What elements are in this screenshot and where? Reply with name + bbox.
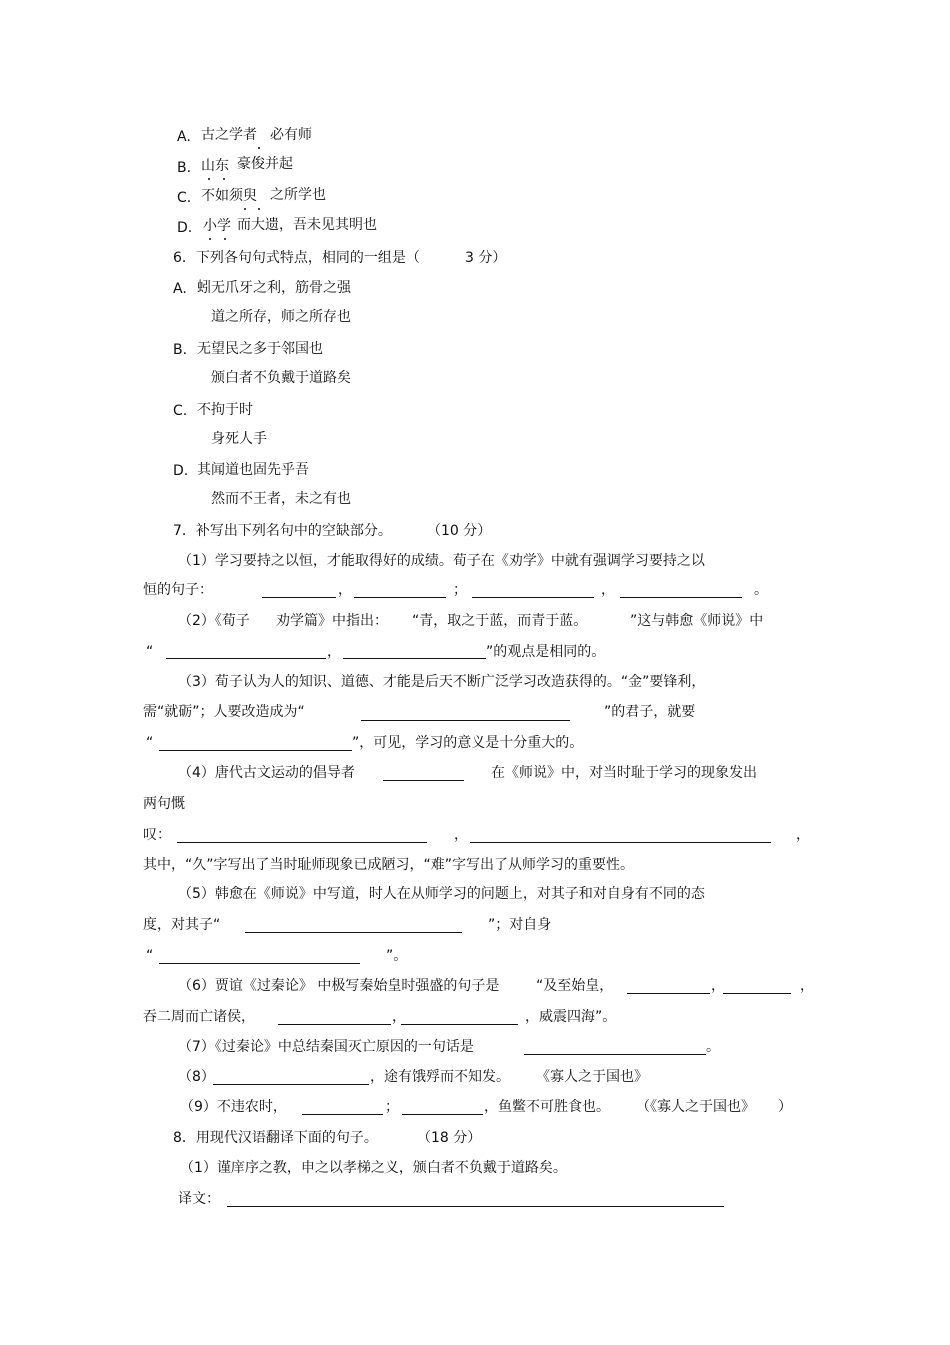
question-stem: 8．用现代汉语翻译下面的句子。: [173, 1130, 378, 1146]
quote-mark: “: [146, 644, 154, 660]
item-text: 恒的句子：: [143, 582, 213, 598]
answer-blank[interactable]: [472, 597, 594, 598]
quote-mark: “: [146, 948, 154, 964]
item-text: （5）韩愈在《师说》中写道，时人在从师学习的问题上，对其子和对自身有不同的态: [178, 886, 705, 902]
question-score: 3 分）: [465, 250, 507, 266]
answer-blank[interactable]: [278, 1024, 391, 1025]
answer-blank[interactable]: [383, 780, 464, 781]
answer-blank[interactable]: [401, 1024, 518, 1025]
quote-mark: “: [146, 735, 154, 751]
item-text: （6）贾谊《过秦论》 中极写秦始皇时强盛的句子是: [178, 978, 500, 994]
item-text: ”；对自身: [488, 917, 552, 933]
option-label: B.: [177, 160, 192, 176]
punct: ；: [453, 582, 467, 598]
option-label: A.: [173, 281, 187, 297]
question-stem: 6．下列各句句式特点，相同的一组是（: [173, 250, 420, 266]
option-text: 之所学也: [270, 187, 326, 203]
item-text: 《寡人之于国也》: [536, 1069, 648, 1085]
answer-blank[interactable]: [627, 993, 710, 994]
item-text: ，威震四海”。: [525, 1009, 617, 1025]
answer-blank[interactable]: [245, 932, 462, 933]
item-text: （1）学习要持之以恒，才能取得好的成绩。荀子在《劝学》中就有强调学习要持之以: [178, 553, 705, 569]
option-text: 无望民之多于邻国也: [197, 341, 323, 357]
punct: 。: [706, 1039, 720, 1055]
answer-blank[interactable]: [620, 597, 742, 598]
option-text: 蚓无爪牙之利，筋骨之强: [197, 280, 351, 296]
option-text: 然而不王者，未之有也: [211, 491, 351, 507]
answer-blank[interactable]: [361, 720, 570, 721]
answer-blank[interactable]: [159, 963, 360, 964]
option-text: 小学: [203, 218, 231, 234]
option-text: 身死人手: [211, 431, 267, 447]
punct: ，: [601, 582, 615, 598]
item-text: （1）谨庠序之教，申之以孝梯之义，颁白者不负戴于道路矣。: [180, 1160, 567, 1176]
answer-blank[interactable]: [166, 658, 326, 659]
item-text: 吞二周而亡诸侯，: [143, 1009, 255, 1025]
option-label: D.: [173, 463, 189, 479]
answer-blank[interactable]: [159, 750, 352, 751]
option-text: 山东: [201, 158, 229, 174]
option-label: C.: [177, 190, 192, 206]
answer-blank[interactable]: [470, 842, 771, 843]
translation-label: 译文：: [178, 1191, 220, 1207]
item-text: ，途有饿殍而不知发。: [370, 1069, 510, 1085]
answer-blank[interactable]: [262, 597, 336, 598]
punct: ；: [385, 1099, 399, 1115]
item-text: ”，可见，学习的意义是十分重大的。: [352, 735, 584, 751]
answer-blank[interactable]: [524, 1054, 706, 1055]
answer-blank[interactable]: [302, 1114, 383, 1115]
option-label: A.: [177, 129, 191, 145]
item-text: 其中，“久”字写出了当时耻师现象已成陋习，“难”字写出了从师学习的重要性。: [143, 857, 635, 873]
answer-blank[interactable]: [402, 1114, 483, 1115]
punct: ，: [327, 644, 341, 660]
option-text: 道之所存，师之所存也: [211, 309, 351, 325]
punct: ，: [800, 978, 814, 994]
item-text: （《寡人之于国也》: [636, 1099, 755, 1115]
item-text: ”这与韩愈《师说》中: [630, 613, 764, 629]
item-text: （4）唐代古文运动的倡导者: [178, 765, 355, 781]
item-text: ”的君子，就要: [604, 704, 696, 720]
option-label: C.: [173, 403, 188, 419]
emphasis-dot: [244, 208, 246, 210]
answer-blank[interactable]: [723, 993, 791, 994]
emphasis-dot: [258, 208, 260, 210]
punct: 。: [754, 582, 768, 598]
item-text: 叹：: [143, 827, 171, 843]
punct: ，: [454, 827, 468, 843]
item-text: 需“就砺”；人要改造成为“: [143, 704, 305, 720]
option-text: 颁白者不负戴于道路矣: [211, 370, 351, 386]
emphasis-dot: [258, 147, 260, 149]
option-text: 必有师: [270, 127, 312, 143]
item-text: （3）荀子认为人的知识、道德、才能是后天不断广泛学习改造获得的。“金”要锋利，: [178, 674, 706, 690]
translation-answer-line[interactable]: [227, 1206, 724, 1207]
answer-blank[interactable]: [354, 597, 446, 598]
emphasis-dot: [224, 238, 226, 240]
item-text: 两句慨: [143, 796, 185, 812]
punct: ，: [796, 827, 810, 843]
item-text: ，鱼鳖不可胜食也。: [484, 1099, 610, 1115]
item-text: 劝学篇》中指出：: [276, 613, 388, 629]
item-text: （9）不违农时，: [180, 1099, 287, 1115]
punct: ，: [711, 978, 725, 994]
item-text: ”。: [386, 948, 408, 964]
question-stem: 7．补写出下列名句中的空缺部分。: [173, 523, 392, 539]
item-text: （7）《过秦论》中总结秦国灭亡原因的一句话是: [178, 1039, 474, 1055]
option-text: 不拘于时: [197, 402, 253, 418]
answer-blank[interactable]: [213, 1084, 369, 1085]
item-text: 度，对其子“: [143, 917, 221, 933]
answer-blank[interactable]: [343, 658, 486, 659]
item-text: “及至始皇，: [536, 978, 614, 994]
option-text: 其闻道也固先乎吾: [197, 462, 309, 478]
item-text: “青，取之于蓝，而青于蓝。: [412, 613, 588, 629]
punct: ，: [392, 1009, 406, 1025]
item-text: （2）《荀子: [178, 613, 250, 629]
option-text: 豪俊并起: [237, 156, 293, 172]
item-text: （8）: [178, 1069, 215, 1085]
emphasis-dot: [208, 178, 210, 180]
option-text: 而大遗，吾未见其明也: [237, 217, 377, 233]
option-label: D.: [177, 220, 193, 236]
option-text: 不如须臾: [201, 188, 257, 204]
item-text: 在《师说》中，对当时耻于学习的现象发出: [491, 765, 757, 781]
emphasis-dot: [223, 178, 225, 180]
answer-blank[interactable]: [177, 842, 427, 843]
option-text: 古之学者: [201, 127, 257, 143]
item-text: ”的观点是相同的。: [486, 644, 606, 660]
question-score: （10 分）: [427, 523, 492, 539]
emphasis-dot: [209, 238, 211, 240]
punct: ，: [338, 582, 352, 598]
punct: ）: [778, 1099, 792, 1115]
question-score: （18 分）: [417, 1130, 482, 1146]
option-label: B.: [173, 342, 188, 358]
